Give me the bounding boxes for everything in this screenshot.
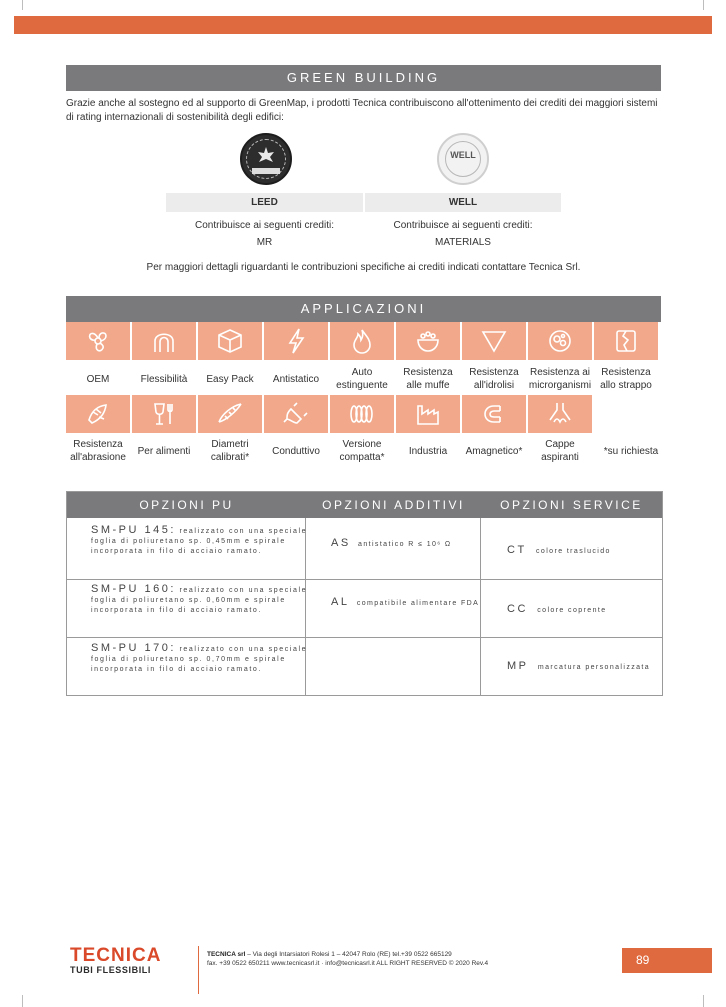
pu-code: SM-PU 145:: [91, 524, 176, 536]
applicazioni-header: APPLICAZIONI: [66, 296, 661, 322]
leed-credit-value: MR: [256, 237, 273, 248]
pu-option-170: [91, 643, 311, 675]
well-header: WELL: [365, 193, 561, 212]
pu-option-145: [91, 525, 311, 557]
flexible-hose-icon: [132, 322, 196, 360]
pu-code: SM-PU 170:: [91, 642, 176, 654]
brand-subtitle: TUBI FLESSIBILI: [70, 965, 151, 975]
crop-mark: [703, 0, 704, 10]
additivo-code: AL: [331, 596, 350, 608]
service-cc: [507, 603, 667, 615]
tecnica-logo: [70, 946, 180, 975]
box-icon: [198, 322, 262, 360]
options-table: [66, 491, 663, 696]
app-label: Resistenza ai microrganismi: [528, 367, 592, 391]
app-label: Resistenza all'abrasione: [70, 439, 126, 463]
abrasion-icon: [66, 395, 130, 433]
crop-mark: [22, 0, 23, 10]
app-label: Resistenza allo strappo: [600, 367, 652, 391]
app-label: OEM: [86, 373, 110, 385]
app-label: Cappe aspiranti: [541, 439, 579, 463]
service-description: colore coprente: [537, 607, 607, 614]
app-label: Antistatico: [272, 373, 320, 385]
footer-divider: [198, 946, 199, 994]
opzioni-additivi-header: OPZIONI ADDITIVI: [306, 492, 481, 518]
service-mp: [507, 660, 667, 672]
fan-icon: [66, 322, 130, 360]
app-label: Diametri calibrati*: [210, 439, 250, 463]
footnote-su-richiesta: *su richiesta: [603, 445, 659, 457]
microorganism-icon: [528, 322, 592, 360]
brand-name: TECNICA: [70, 945, 162, 966]
crop-mark: [703, 995, 704, 1007]
service-ct: [507, 544, 667, 556]
well-credits-text: Contribuisce ai seguenti crediti:: [393, 220, 533, 231]
green-building-header: GREEN BUILDING: [66, 65, 661, 91]
service-description: colore traslucido: [536, 548, 611, 555]
green-building-intro: Grazie anche al sostegno ed al supporto di GreenMap, i prodotti Tecnica contribuiscono all'ottenimento dei crediti dei maggiori sistemi di rating internazionali di sostenibilità degli edifici:: [66, 98, 658, 123]
green-building-note: Per maggiori dettagli riguardanti le contribuzioni specifiche ai crediti indicati contattare Tecnica Srl.: [146, 262, 581, 273]
divider: [67, 579, 662, 580]
service-description: marcatura personalizzata: [537, 664, 651, 671]
food-glass-fork-icon: [132, 395, 196, 433]
triangle-icon: [462, 322, 526, 360]
plug-icon: [264, 395, 328, 433]
well-credit-value: MATERIALS: [435, 237, 491, 248]
footer-contact-info: [207, 950, 488, 968]
pu-description: realizzato con una speciale foglia di poliuretano sp. 0,70mm e spirale incorporata in filo di acciaio ramato.: [91, 646, 308, 673]
lightning-icon: [264, 322, 328, 360]
app-label: Resistenza alle muffe: [403, 367, 453, 391]
company-name: TECNICA srl: [207, 951, 246, 958]
additivo-description: compatibile alimentare FDA: [356, 600, 480, 607]
mold-bowl-icon: [396, 322, 460, 360]
leed-header: LEED: [166, 193, 363, 212]
pu-description: realizzato con una speciale foglia di poliuretano sp. 0,45mm e spirale incorporata in filo di acciaio ramato.: [91, 528, 308, 555]
app-label: Industria: [408, 445, 448, 457]
divider: [67, 637, 662, 638]
app-label: Amagnetico*: [465, 445, 523, 457]
pu-code: SM-PU 160:: [91, 583, 176, 595]
app-label: Versione compatta*: [339, 439, 385, 463]
caliber-icon: [198, 395, 262, 433]
opzioni-pu-header: OPZIONI PU: [67, 492, 306, 518]
well-logo-icon: [437, 133, 489, 185]
page-number: 89: [622, 948, 712, 973]
magnet-icon: [462, 395, 526, 433]
additivo-description: antistatico R ≤ 10⁶ Ω: [358, 541, 452, 548]
tear-icon: [594, 322, 658, 360]
additivo-as: [331, 538, 481, 550]
coil-icon: [330, 395, 394, 433]
factory-icon: [396, 395, 460, 433]
app-label: Easy Pack: [206, 373, 254, 385]
well-logo-text: WELL: [450, 150, 476, 160]
app-label: Conduttivo: [272, 445, 320, 457]
app-label: Auto estinguente: [336, 367, 388, 391]
hood-icon: [528, 395, 592, 433]
additivo-al: [331, 597, 481, 609]
app-label: Per alimenti: [137, 445, 191, 457]
footer-contacts: fax. +39 0522 650211 www.tecnicasrl.it · info@tecnicasrl.it ALL RIGHT RESERVED © 2020 Rev.4: [207, 960, 489, 967]
leed-logo-icon: [240, 133, 292, 185]
service-code: CT: [507, 544, 527, 556]
opzioni-service-header: OPZIONI SERVICE: [481, 492, 662, 518]
top-accent-bar: [14, 16, 712, 34]
service-code: CC: [507, 603, 528, 615]
app-label: Resistenza all'idrolisi: [469, 367, 519, 391]
flame-icon: [330, 322, 394, 360]
service-code: MP: [507, 660, 529, 672]
additivo-code: AS: [331, 537, 351, 549]
footer-address: – Via degli Intarsiatori Rolesi 1 – 42047 Rolo (RE) tel.+39 0522 665129: [245, 951, 452, 958]
pu-option-160: [91, 584, 311, 616]
crop-mark: [22, 995, 23, 1007]
pu-description: realizzato con una speciale foglia di poliuretano sp. 0,60mm e spirale incorporata in filo di acciaio ramato.: [91, 587, 308, 614]
leed-credits-text: Contribuisce ai seguenti crediti:: [195, 220, 334, 231]
app-label: Flessibilità: [140, 373, 188, 385]
